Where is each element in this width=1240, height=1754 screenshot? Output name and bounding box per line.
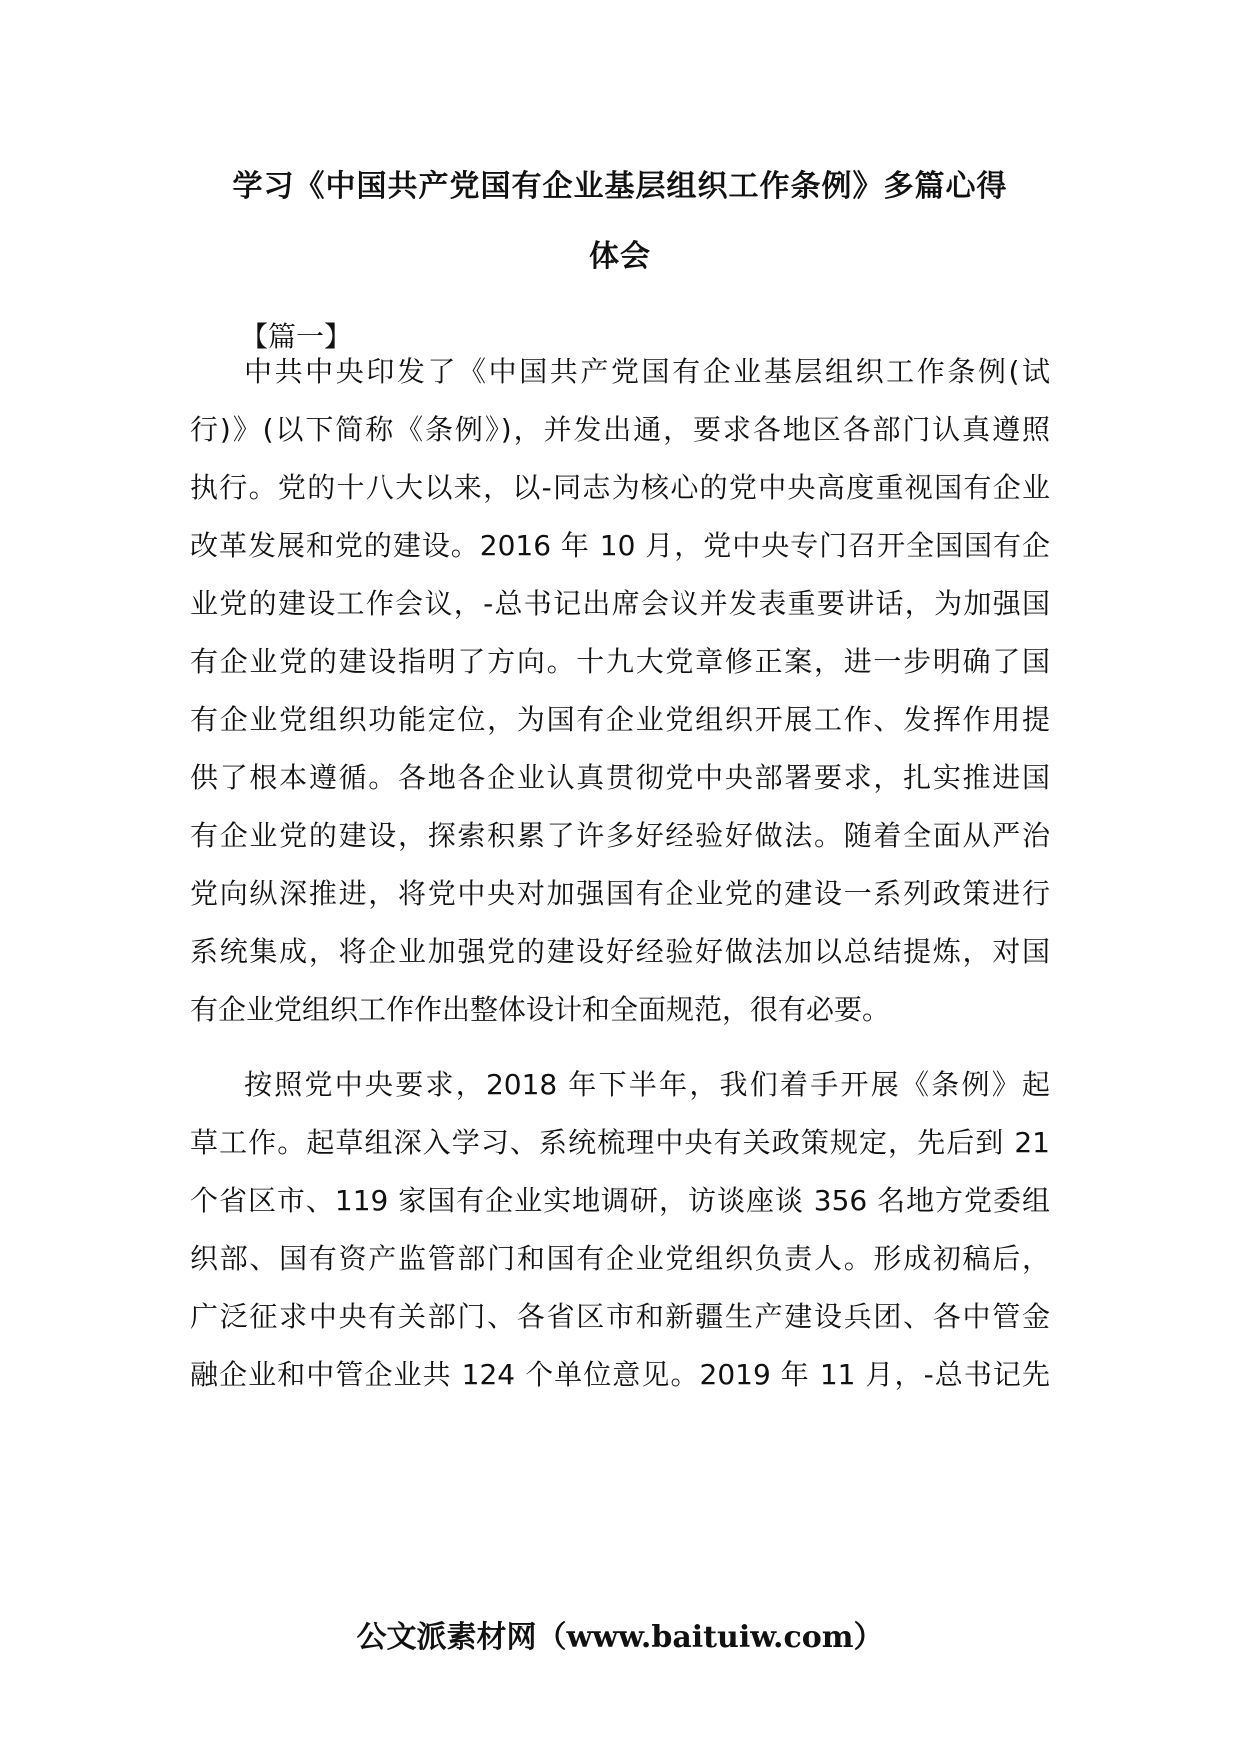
footer-source: 公文派素材网（www.baituiw.com） bbox=[356, 1620, 884, 1655]
paragraph-2-line: 广泛征求中央有关部门、各省区市和新疆生产建设兵团、各中管金 bbox=[190, 1300, 1050, 1333]
paragraph-1-line: 有企业党组织功能定位，为国有企业党组织开展工作、发挥作用提 bbox=[190, 703, 1050, 736]
paragraph-2-line: 草工作。起草组深入学习、系统梳理中央有关政策规定，先后到 21 bbox=[190, 1126, 1050, 1159]
paragraph-1-line: 行)》(以下简称《条例》)，并发出通，要求各地区各部门认真遵照 bbox=[190, 413, 1050, 446]
paragraph-2-line: 织部、国有资产监管部门和国有企业党组织负责人。形成初稿后， bbox=[190, 1242, 1050, 1275]
paragraph-1-line: 执行。党的十八大以来，以-同志为核心的党中央高度重视国有企业 bbox=[190, 471, 1050, 504]
document-title-line-1: 学习《中国共产党国有企业基层组织工作条例》多篇心得 bbox=[232, 169, 1008, 204]
paragraph-1-line: 改革发展和党的建设。2016 年 10 月，党中央专门召开全国国有企 bbox=[190, 529, 1050, 562]
paragraph-1-line: 中共中央印发了《中国共产党国有企业基层组织工作条例(试 bbox=[244, 355, 1050, 388]
paragraph-1-line: 系统集成，将企业加强党的建设好经验好做法加以总结提炼，对国 bbox=[190, 935, 1050, 968]
paragraph-1-line: 供了根本遵循。各地各企业认真贯彻党中央部署要求，扎实推进国 bbox=[190, 761, 1050, 794]
paragraph-1-line: 党向纵深推进，将党中央对加强国有企业党的建设一系列政策进行 bbox=[190, 877, 1050, 910]
document-title-line-2: 体会 bbox=[589, 239, 651, 274]
paragraph-2-line: 融企业和中管企业共 124 个单位意见。2019 年 11 月，-总书记先 bbox=[190, 1358, 1050, 1391]
paragraph-1-line: 业党的建设工作会议，-总书记出席会议并发表重要讲话，为加强国 bbox=[190, 587, 1050, 620]
paragraph-2-line: 按照党中央要求，2018 年下半年，我们着手开展《条例》起 bbox=[244, 1068, 1050, 1101]
paragraph-2-line: 个省区市、119 家国有企业实地调研，访谈座谈 356 名地方党委组 bbox=[190, 1184, 1050, 1217]
section-heading: 【篇一】 bbox=[240, 320, 353, 353]
paragraph-1-line: 有企业党的建设，探索积累了许多好经验好做法。随着全面从严治 bbox=[190, 819, 1050, 852]
paragraph-1-line: 有企业党的建设指明了方向。十九大党章修正案，进一步明确了国 bbox=[190, 645, 1050, 678]
paragraph-1-line: 有企业党组织工作作出整体设计和全面规范，很有必要。 bbox=[190, 993, 891, 1026]
